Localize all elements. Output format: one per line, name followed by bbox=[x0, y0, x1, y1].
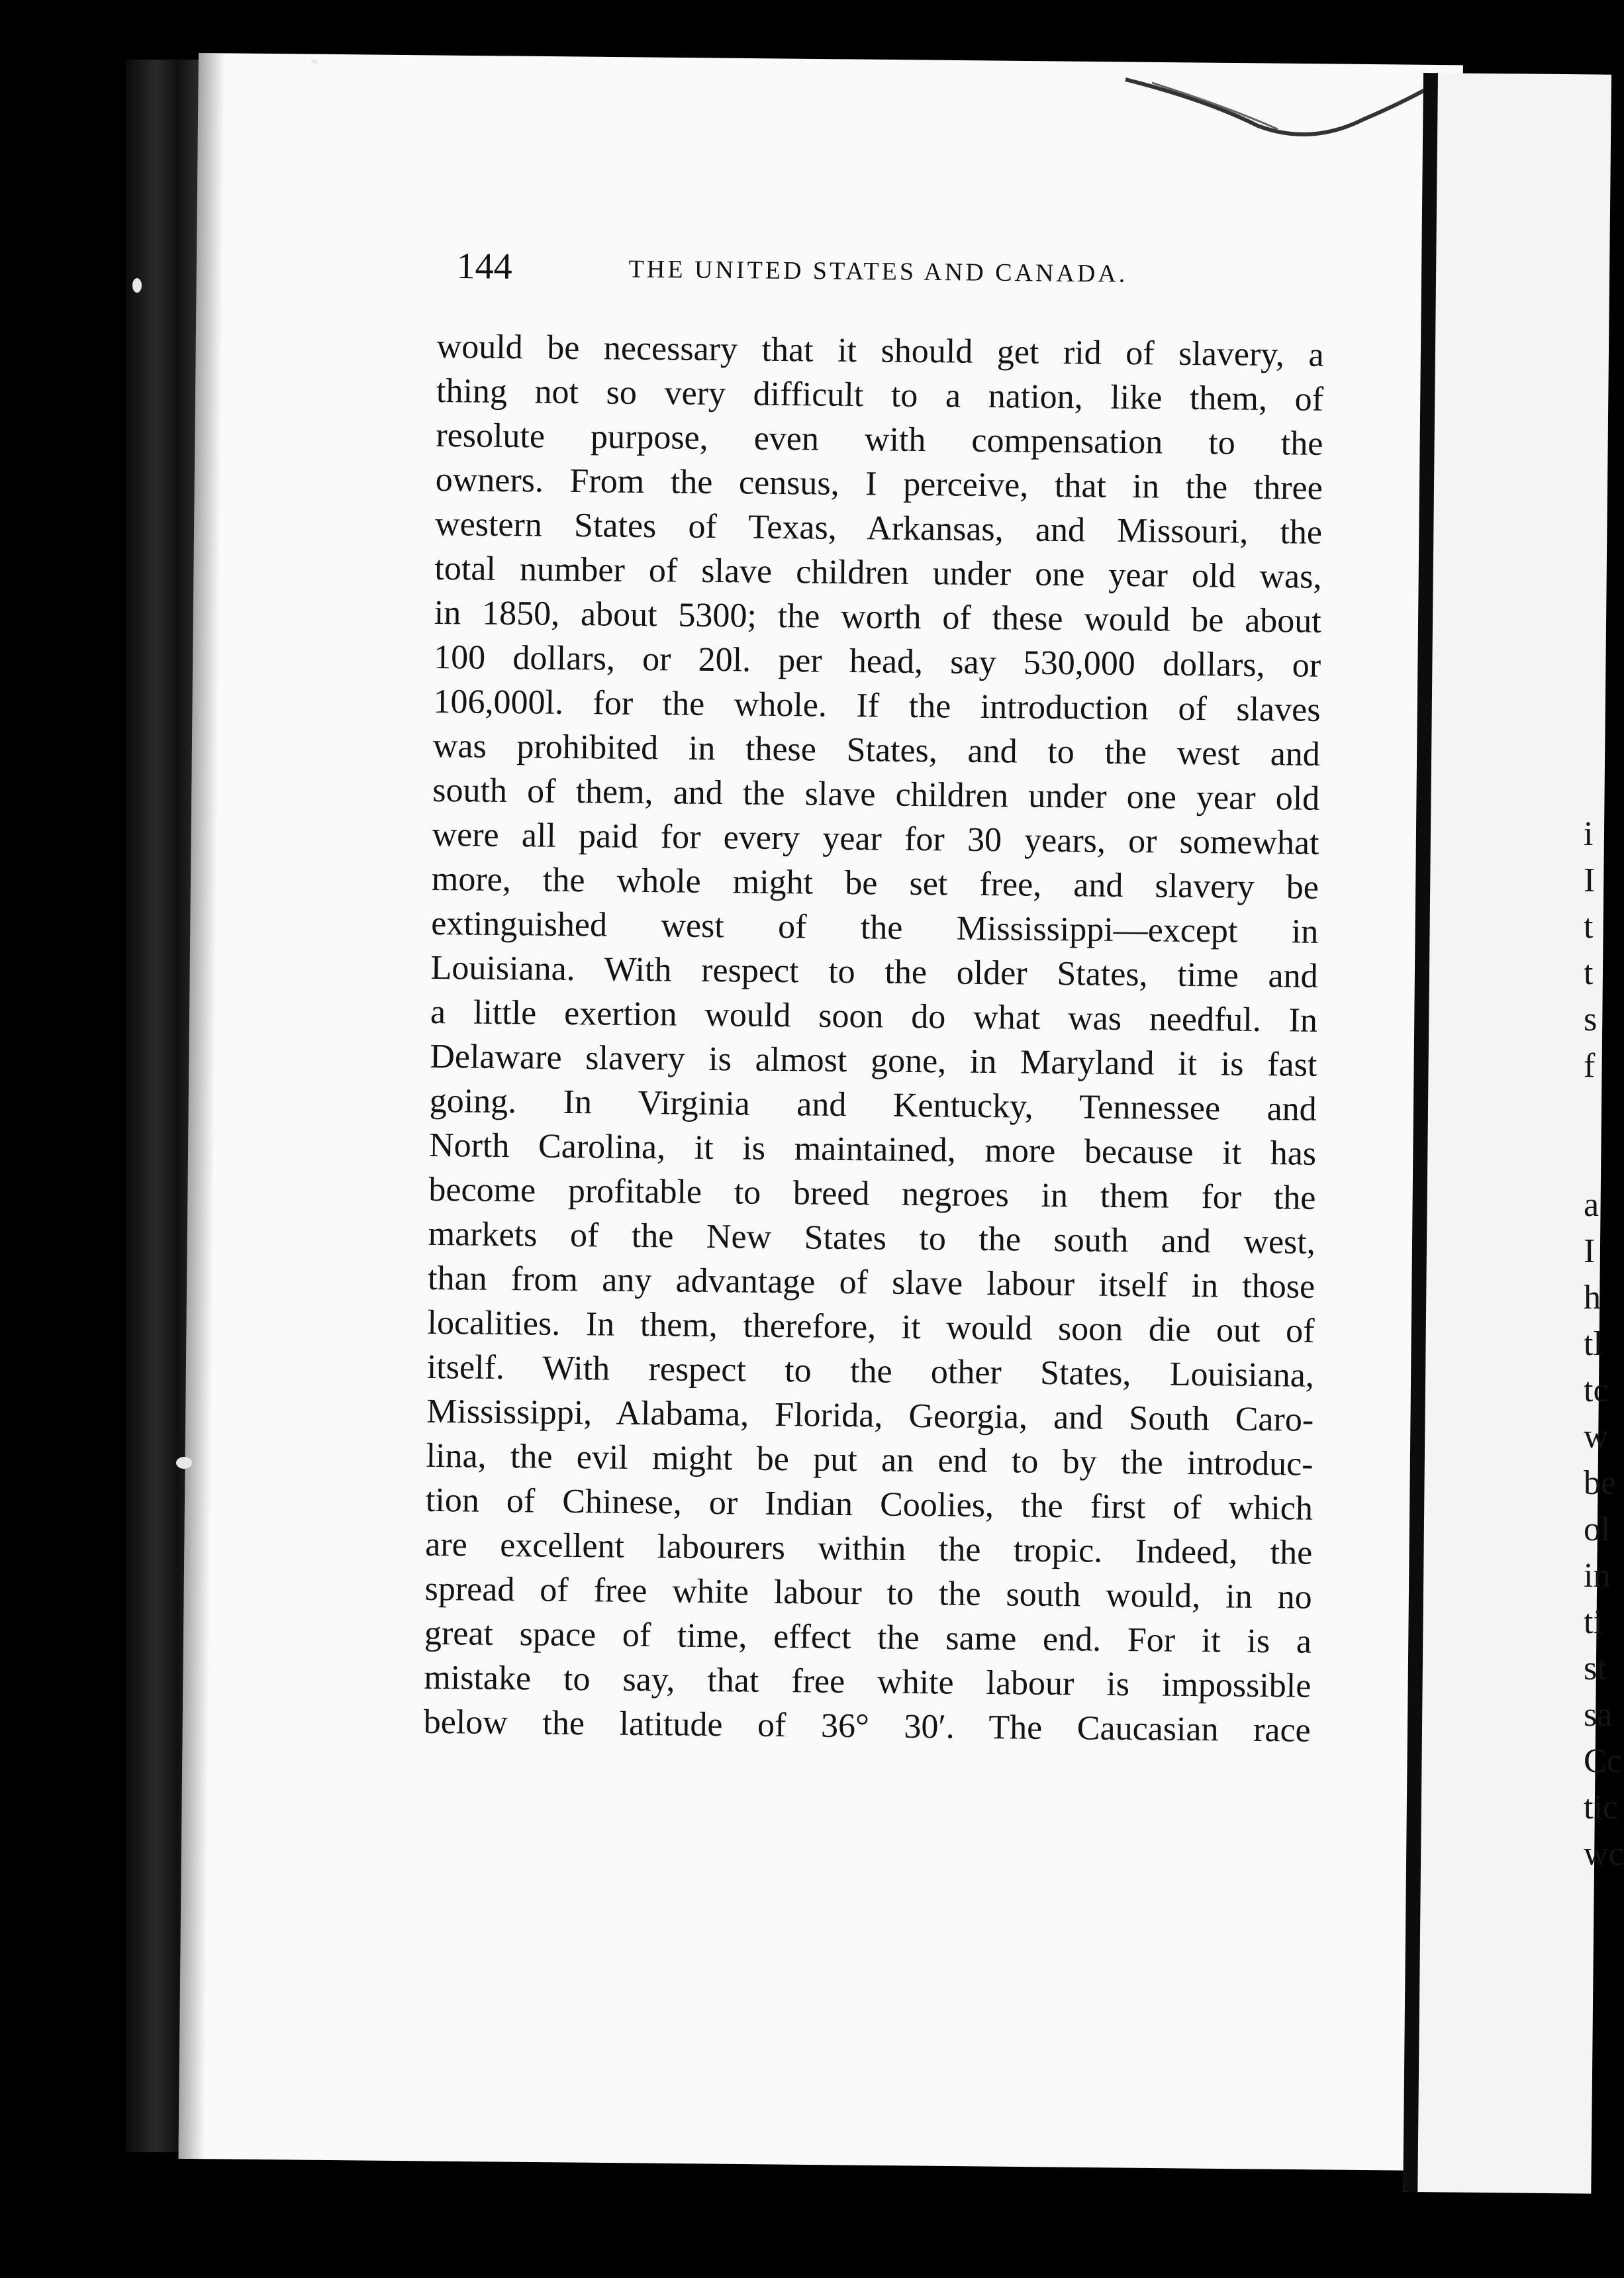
facing-page-fragment: w bbox=[1584, 1418, 1609, 1456]
scan-speck bbox=[176, 1457, 192, 1469]
facing-page-fragment: I bbox=[1584, 862, 1596, 899]
body-text bbox=[423, 324, 1324, 1753]
text-line: great space of time, effect the same end. For it is a bbox=[424, 1614, 1312, 1661]
text-line: itself. With respect to the other States, Louisiana, bbox=[426, 1348, 1315, 1395]
facing-page-fragment: st bbox=[1584, 1650, 1607, 1687]
facing-page-fragment: a bbox=[1584, 1186, 1600, 1224]
text-line: Mississippi, Alabama, Florida, Georgia, and South Caro- bbox=[426, 1392, 1314, 1439]
text-line: below the latitude of 36° 30′. The Caucasian race bbox=[423, 1703, 1311, 1750]
facing-page-fragment: t bbox=[1584, 908, 1594, 946]
text-line: 100 dollars, or 20l. per head, say 530,000 dollars, or bbox=[433, 638, 1321, 685]
facing-page-fragment: h bbox=[1584, 1279, 1601, 1316]
text-line: going. In Virginia and Kentucky, Tennessee and bbox=[429, 1081, 1317, 1128]
text-line: markets of the New States to the south and west, bbox=[428, 1214, 1316, 1262]
text-line: are excellent labourers within the tropic. Indeed, the bbox=[425, 1525, 1313, 1572]
facing-page-fragment: wc bbox=[1584, 1835, 1624, 1873]
text-line: resolute purpose, even with compensation to the bbox=[436, 416, 1323, 463]
text-line: total number of slave children under one year old was, bbox=[434, 549, 1322, 596]
text-line: would be necessary that it should get rid of slavery, a bbox=[436, 327, 1324, 374]
text-line: was prohibited in these States, and to the west and bbox=[432, 726, 1321, 773]
text-line: owners. From the census, I perceive, that in the three bbox=[435, 460, 1323, 507]
text-line: North Carolina, it is maintained, more because it has bbox=[428, 1126, 1317, 1173]
facing-page-fragment: I bbox=[1584, 1232, 1596, 1270]
facing-page-fragment: tc bbox=[1584, 1371, 1609, 1409]
facing-page-fragment: ti bbox=[1584, 1603, 1603, 1641]
text-line: become profitable to breed negroes in them for the bbox=[428, 1170, 1316, 1217]
facing-page-fragment: tl bbox=[1584, 1325, 1603, 1363]
scan-speck bbox=[132, 278, 142, 293]
text-line: Delaware slavery is almost gone, in Maryland it is fast bbox=[430, 1037, 1317, 1084]
facing-page-fragment: be bbox=[1584, 1464, 1617, 1502]
facing-page-fragment: s bbox=[1584, 1001, 1598, 1038]
facing-page-fragment: t bbox=[1584, 954, 1594, 992]
facing-page-fragment: Cc bbox=[1584, 1742, 1622, 1780]
facing-page-fragment: in bbox=[1584, 1557, 1611, 1595]
facing-page-fragment: f bbox=[1584, 1047, 1596, 1085]
text-line: 106,000l. for the whole. If the introduction of slaves bbox=[433, 682, 1321, 729]
text-line: south of them, and the slave children under one year old bbox=[432, 771, 1320, 818]
text-line: mistake to say, that free white labour is impossible bbox=[424, 1658, 1312, 1705]
text-line: localities. In them, therefore, it would soon die out of bbox=[427, 1303, 1315, 1350]
text-line: Louisiana. With respect to the older States, time and bbox=[430, 948, 1318, 995]
facing-page bbox=[1403, 73, 1611, 2194]
facing-page-fragment: sa bbox=[1584, 1696, 1613, 1734]
scan-speck bbox=[311, 60, 318, 64]
facing-page-fragment: tic bbox=[1584, 1789, 1618, 1826]
text-line: more, the whole might be set free, and slavery be bbox=[431, 860, 1319, 907]
text-line: were all paid for every year for 30 years, or somewhat bbox=[432, 815, 1319, 862]
text-line: a little exertion would soon do what was needful. In bbox=[430, 993, 1318, 1040]
page-header bbox=[456, 245, 1198, 312]
page-corner-fold bbox=[1125, 53, 1443, 146]
text-line: extinguished west of the Mississippi—except in bbox=[431, 904, 1319, 951]
text-line: spread of free white labour to the south would, in no bbox=[424, 1569, 1312, 1616]
text-line: lina, the evil might be put an end to by the introduc- bbox=[426, 1436, 1314, 1483]
page-number: 144 bbox=[456, 245, 512, 287]
facing-page-fragment: ol bbox=[1584, 1510, 1611, 1548]
facing-page-fragment: i bbox=[1584, 815, 1594, 853]
text-line: thing not so very difficult to a nation, like them, of bbox=[436, 371, 1324, 419]
text-line: tion of Chinese, or Indian Coolies, the first of which bbox=[425, 1481, 1314, 1528]
text-line: in 1850, about 5300; the worth of these would be about bbox=[434, 593, 1322, 640]
text-line: western States of Texas, Arkansas, and Missouri, the bbox=[434, 505, 1323, 552]
text-line: than from any advantage of slave labour itself in those bbox=[427, 1259, 1315, 1306]
running-head: THE UNITED STATES AND CANADA. bbox=[628, 255, 1128, 288]
